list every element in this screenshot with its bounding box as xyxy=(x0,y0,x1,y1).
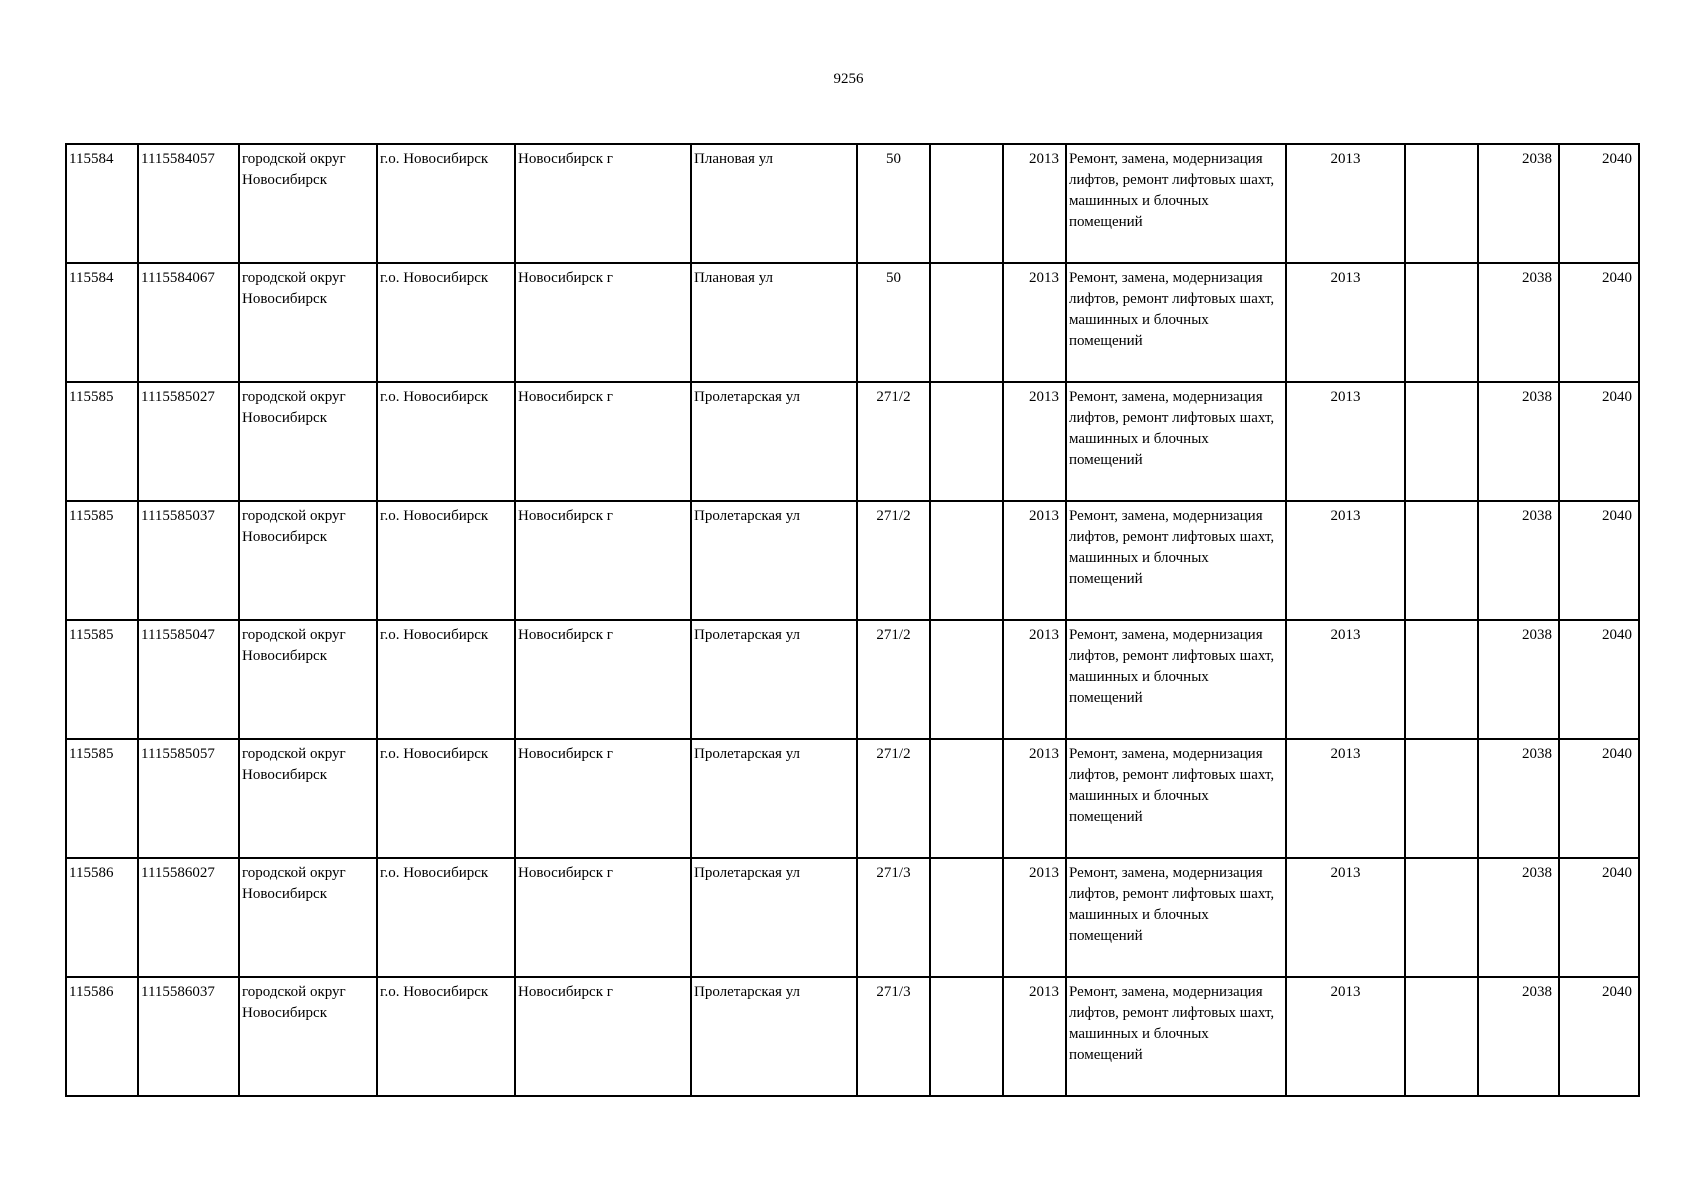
table-row xyxy=(66,739,1639,858)
year-cell: 2013 xyxy=(1003,977,1066,1096)
work-year-cell: 2013 xyxy=(1286,382,1405,501)
table-body xyxy=(66,144,1639,1096)
work-type-cell: Ремонт, замена, модернизация лифтов, ремонт лифтовых шахт, машинных и блочных помещений xyxy=(1066,263,1286,382)
plan-start-cell: 2038 xyxy=(1478,144,1559,263)
empty-cell xyxy=(930,263,1003,382)
street-cell: Пролетарская ул xyxy=(691,858,857,977)
table-row xyxy=(66,144,1639,263)
house-number-cell: 50 xyxy=(857,263,930,382)
year-cell: 2013 xyxy=(1003,263,1066,382)
street-cell: Пролетарская ул xyxy=(691,620,857,739)
plan-start-cell: 2038 xyxy=(1478,263,1559,382)
street-cell: Плановая ул xyxy=(691,263,857,382)
house-number-cell: 271/2 xyxy=(857,739,930,858)
plan-start-cell: 2038 xyxy=(1478,501,1559,620)
settlement-cell: Новосибирск г xyxy=(515,977,691,1096)
element-id-cell: 1115585037 xyxy=(138,501,239,620)
work-type-cell: Ремонт, замена, модернизация лифтов, ремонт лифтовых шахт, машинных и блочных помещений xyxy=(1066,977,1286,1096)
year-cell: 2013 xyxy=(1003,501,1066,620)
table-row xyxy=(66,382,1639,501)
plan-end-cell: 2040 xyxy=(1559,977,1639,1096)
page-number: 9256 xyxy=(833,71,864,87)
house-number-cell: 271/2 xyxy=(857,501,930,620)
work-type-cell: Ремонт, замена, модернизация лифтов, ремонт лифтовых шахт, машинных и блочных помещений xyxy=(1066,144,1286,263)
house-id-cell: 115586 xyxy=(66,977,138,1096)
year-cell: 2013 xyxy=(1003,739,1066,858)
house-number-cell: 271/3 xyxy=(857,977,930,1096)
empty-cell xyxy=(930,739,1003,858)
settlement-cell: Новосибирск г xyxy=(515,739,691,858)
street-cell: Пролетарская ул xyxy=(691,977,857,1096)
house-number-cell: 50 xyxy=(857,144,930,263)
year-cell: 2013 xyxy=(1003,144,1066,263)
element-id-cell: 1115584057 xyxy=(138,144,239,263)
house-id-cell: 115584 xyxy=(66,263,138,382)
empty-cell xyxy=(930,620,1003,739)
table-row xyxy=(66,263,1639,382)
plan-start-cell: 2038 xyxy=(1478,620,1559,739)
plan-end-cell: 2040 xyxy=(1559,263,1639,382)
house-id-cell: 115585 xyxy=(66,739,138,858)
house-id-cell: 115585 xyxy=(66,382,138,501)
house-id-cell: 115585 xyxy=(66,501,138,620)
settlement-cell: Новосибирск г xyxy=(515,382,691,501)
element-id-cell: 1115586027 xyxy=(138,858,239,977)
plan-end-cell: 2040 xyxy=(1559,739,1639,858)
registry-table xyxy=(65,143,1640,1097)
house-number-cell: 271/2 xyxy=(857,620,930,739)
work-type-cell: Ремонт, замена, модернизация лифтов, ремонт лифтовых шахт, машинных и блочных помещений xyxy=(1066,858,1286,977)
work-type-cell: Ремонт, замена, модернизация лифтов, ремонт лифтовых шахт, машинных и блочных помещений xyxy=(1066,382,1286,501)
district-cell: г.о. Новосибирск xyxy=(377,263,515,382)
empty-cell xyxy=(1405,977,1478,1096)
plan-start-cell: 2038 xyxy=(1478,739,1559,858)
empty-cell xyxy=(1405,501,1478,620)
street-cell: Пролетарская ул xyxy=(691,382,857,501)
settlement-cell: Новосибирск г xyxy=(515,501,691,620)
empty-cell xyxy=(1405,382,1478,501)
district-cell: г.о. Новосибирск xyxy=(377,739,515,858)
empty-cell xyxy=(930,858,1003,977)
municipality-cell: городской округ Новосибирск xyxy=(239,739,377,858)
municipality-cell: городской округ Новосибирск xyxy=(239,858,377,977)
plan-start-cell: 2038 xyxy=(1478,382,1559,501)
house-id-cell: 115584 xyxy=(66,144,138,263)
district-cell: г.о. Новосибирск xyxy=(377,501,515,620)
street-cell: Плановая ул xyxy=(691,144,857,263)
work-year-cell: 2013 xyxy=(1286,858,1405,977)
settlement-cell: Новосибирск г xyxy=(515,144,691,263)
year-cell: 2013 xyxy=(1003,858,1066,977)
plan-end-cell: 2040 xyxy=(1559,382,1639,501)
house-number-cell: 271/2 xyxy=(857,382,930,501)
work-year-cell: 2013 xyxy=(1286,144,1405,263)
work-year-cell: 2013 xyxy=(1286,977,1405,1096)
municipality-cell: городской округ Новосибирск xyxy=(239,620,377,739)
street-cell: Пролетарская ул xyxy=(691,501,857,620)
element-id-cell: 1115584067 xyxy=(138,263,239,382)
district-cell: г.о. Новосибирск xyxy=(377,858,515,977)
table-row xyxy=(66,977,1639,1096)
municipality-cell: городской округ Новосибирск xyxy=(239,144,377,263)
element-id-cell: 1115586037 xyxy=(138,977,239,1096)
empty-cell xyxy=(930,501,1003,620)
district-cell: г.о. Новосибирск xyxy=(377,382,515,501)
street-cell: Пролетарская ул xyxy=(691,739,857,858)
table-row xyxy=(66,501,1639,620)
empty-cell xyxy=(1405,144,1478,263)
district-cell: г.о. Новосибирск xyxy=(377,144,515,263)
element-id-cell: 1115585047 xyxy=(138,620,239,739)
plan-end-cell: 2040 xyxy=(1559,501,1639,620)
house-id-cell: 115585 xyxy=(66,620,138,739)
plan-end-cell: 2040 xyxy=(1559,858,1639,977)
municipality-cell: городской округ Новосибирск xyxy=(239,977,377,1096)
work-type-cell: Ремонт, замена, модернизация лифтов, ремонт лифтовых шахт, машинных и блочных помещений xyxy=(1066,620,1286,739)
work-year-cell: 2013 xyxy=(1286,620,1405,739)
district-cell: г.о. Новосибирск xyxy=(377,620,515,739)
plan-end-cell: 2040 xyxy=(1559,620,1639,739)
year-cell: 2013 xyxy=(1003,382,1066,501)
municipality-cell: городской округ Новосибирск xyxy=(239,382,377,501)
empty-cell xyxy=(930,382,1003,501)
plan-start-cell: 2038 xyxy=(1478,858,1559,977)
empty-cell xyxy=(1405,739,1478,858)
work-type-cell: Ремонт, замена, модернизация лифтов, ремонт лифтовых шахт, машинных и блочных помещений xyxy=(1066,501,1286,620)
work-type-cell: Ремонт, замена, модернизация лифтов, ремонт лифтовых шахт, машинных и блочных помещений xyxy=(1066,739,1286,858)
municipality-cell: городской округ Новосибирск xyxy=(239,501,377,620)
house-id-cell: 115586 xyxy=(66,858,138,977)
work-year-cell: 2013 xyxy=(1286,263,1405,382)
element-id-cell: 1115585057 xyxy=(138,739,239,858)
empty-cell xyxy=(930,144,1003,263)
work-year-cell: 2013 xyxy=(1286,739,1405,858)
settlement-cell: Новосибирск г xyxy=(515,620,691,739)
table-row xyxy=(66,620,1639,739)
house-number-cell: 271/3 xyxy=(857,858,930,977)
empty-cell xyxy=(1405,858,1478,977)
empty-cell xyxy=(1405,620,1478,739)
empty-cell xyxy=(930,977,1003,1096)
settlement-cell: Новосибирск г xyxy=(515,263,691,382)
year-cell: 2013 xyxy=(1003,620,1066,739)
district-cell: г.о. Новосибирск xyxy=(377,977,515,1096)
plan-end-cell: 2040 xyxy=(1559,144,1639,263)
work-year-cell: 2013 xyxy=(1286,501,1405,620)
table-row xyxy=(66,858,1639,977)
empty-cell xyxy=(1405,263,1478,382)
settlement-cell: Новосибирск г xyxy=(515,858,691,977)
plan-start-cell: 2038 xyxy=(1478,977,1559,1096)
municipality-cell: городской округ Новосибирск xyxy=(239,263,377,382)
element-id-cell: 1115585027 xyxy=(138,382,239,501)
